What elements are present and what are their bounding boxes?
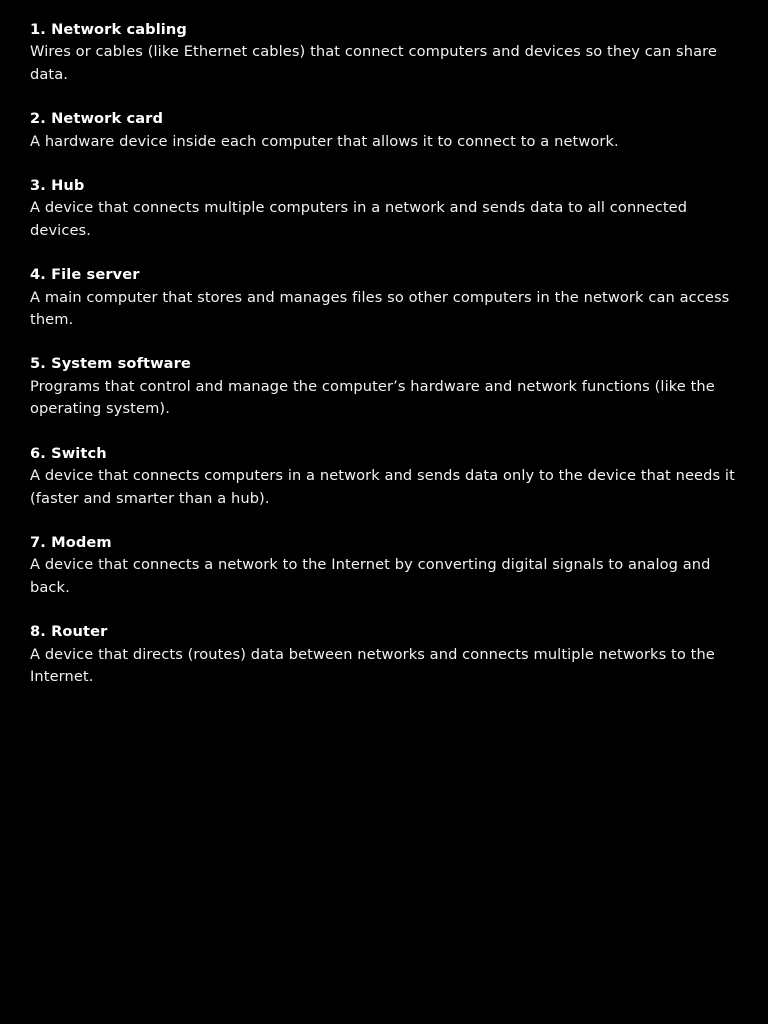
item-description: Programs that control and manage the computer’s hardware and network functions (like the operating system). (30, 377, 715, 418)
item-description: A device that connects a network to the Internet by converting digital signals to analog and back. (30, 556, 711, 596)
item-description: A hardware device inside each computer that allows it to connect to a network. (30, 132, 619, 150)
list-item-file-server (30, 264, 745, 331)
list-item-hub (30, 175, 745, 242)
list-item-network-cabling (30, 19, 745, 86)
item-title: 2. Network card (30, 110, 164, 128)
item-title: 6. Switch (30, 444, 107, 462)
item-description: A main computer that stores and manages files so other computers in the network can access them. (30, 288, 730, 329)
item-description: Wires or cables (like Ethernet cables) that connect computers and devices so they can share data. (30, 43, 717, 83)
item-title: 3. Hub (30, 177, 85, 195)
list-item-system-software (30, 353, 745, 420)
item-title: 5. System software (30, 355, 191, 373)
document-body (30, 19, 745, 710)
list-item-network-card (30, 108, 745, 153)
item-title: 4. File server (30, 266, 140, 284)
item-title: 8. Router (30, 623, 108, 641)
list-item-modem (30, 532, 745, 599)
list-item-router (30, 621, 745, 688)
item-description: A device that directs (routes) data between networks and connects multiple networks to the Internet. (30, 645, 715, 685)
item-title: 1. Network cabling (30, 21, 187, 38)
item-description: A device that connects multiple computers in a network and sends data to all connected devices. (30, 199, 688, 239)
item-description: A device that connects computers in a network and sends data only to the device that needs it (faster and smarter than a hub). (30, 467, 735, 507)
item-title: 7. Modem (30, 533, 112, 551)
list-item-switch (30, 443, 745, 510)
